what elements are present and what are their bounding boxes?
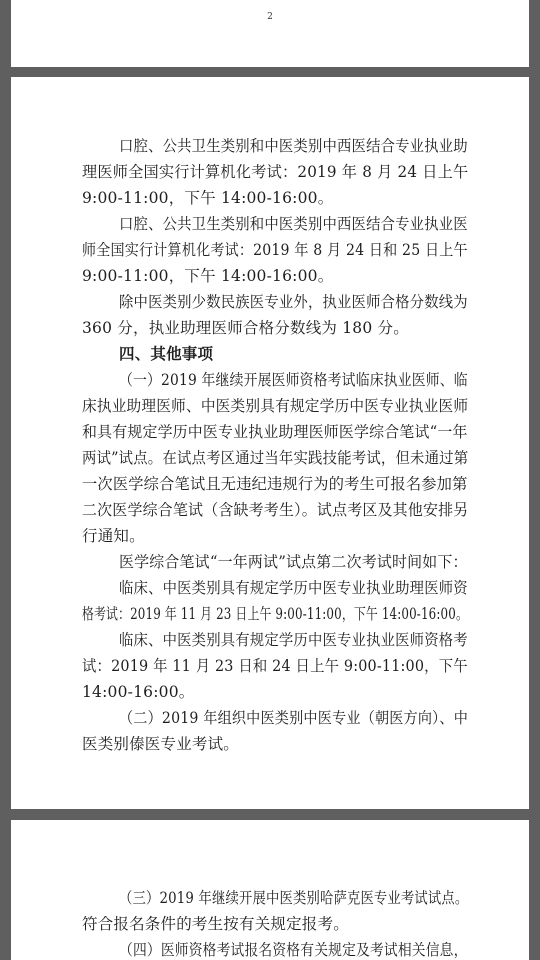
text-line: 9:00-11:00，下午 14:00-16:00。 bbox=[82, 267, 334, 285]
text-line: （四）医师资格考试报名资格有关规定及考试相关信息， bbox=[119, 941, 468, 959]
text-line: 二次医学综合笔试（含缺考考生）。试点考区及其他安排另 bbox=[82, 501, 469, 519]
text-line: （二）2019 年组织中医类别中医专业（朝医方向）、中 bbox=[119, 709, 469, 727]
text-line: 师全国实行计算机化考试：2019 年 8 月 24 日和 25 日上午 bbox=[82, 241, 468, 259]
text-line: 除中医类别少数民族医专业外，执业医师合格分数线为 bbox=[119, 293, 468, 311]
text-line: 14:00-16:00。 bbox=[82, 683, 195, 701]
text-line: 360 分，执业助理医师合格分数线为 180 分。 bbox=[82, 319, 409, 337]
text-line: 医学综合笔试“一年两试”试点第二次考试时间如下： bbox=[119, 553, 468, 571]
text-line: （一）2019 年继续开展医师资格考试临床执业医师、临 bbox=[119, 371, 468, 389]
section-heading: 四、其他事项 bbox=[119, 344, 214, 363]
text-line: 医类别傣医专业考试。 bbox=[82, 735, 240, 753]
text-line: 和具有规定学历中医专业执业助理医师医学综合笔试“一年 bbox=[82, 423, 468, 441]
text-line: 试：2019 年 11 月 23 日和 24 日上午 9:00-11:00，下午 bbox=[82, 657, 468, 675]
text-line: 一次医学综合笔试且无违纪违规行为的考生可报名参加第 bbox=[82, 475, 468, 493]
text-line: 口腔、公共卫生类别和中医类别中西医结合专业执业助 bbox=[119, 137, 468, 155]
text-line: 两试”试点。在试点考区通过当年实践技能考试，但未通过第 bbox=[82, 449, 469, 467]
text-line: 符合报名条件的考生按有关规定报考。 bbox=[82, 915, 349, 933]
page-number: 2 bbox=[267, 12, 273, 22]
text-line: （三）2019 年继续开展中医类别哈萨克医专业考试试点。 bbox=[119, 889, 469, 907]
text-line: 临床、中医类别具有规定学历中医专业执业医师资格考 bbox=[119, 631, 468, 649]
text-line: 9:00-11:00，下午 14:00-16:00。 bbox=[82, 189, 334, 207]
text-line: 床执业助理医师、中医类别具有规定学历中医专业执业医师 bbox=[82, 397, 469, 415]
page-2 bbox=[11, 0, 529, 67]
text-line: 理医师全国实行计算机化考试：2019 年 8 月 24 日上午 bbox=[82, 163, 469, 181]
text-line: 临床、中医类别具有规定学历中医专业执业助理医师资 bbox=[119, 579, 468, 597]
text-line: 行通知。 bbox=[82, 527, 145, 545]
text-line: 格考试：2019 年 11 月 23 日上午 9:00-11:00，下午 14:00-16:00。 bbox=[82, 605, 468, 623]
text-line: 口腔、公共卫生类别和中医类别中西医结合专业执业医 bbox=[119, 215, 468, 233]
